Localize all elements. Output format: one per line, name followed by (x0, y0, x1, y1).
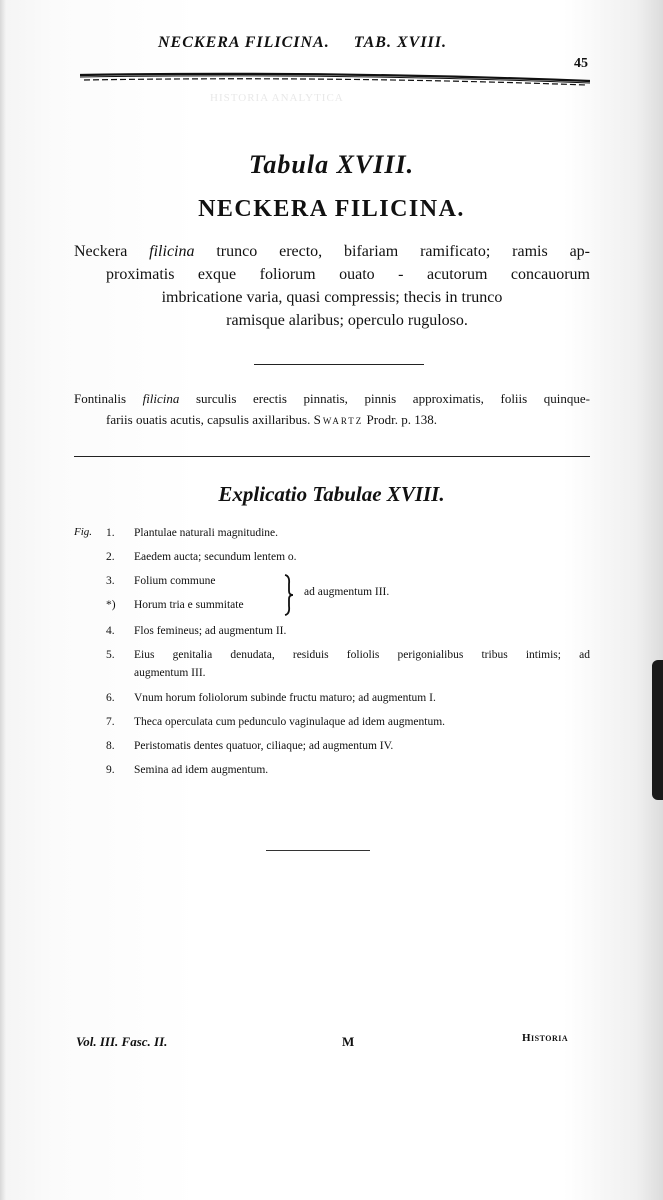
item-number: 3. (106, 575, 115, 587)
synonym-reference: Prodr. p. 138. (363, 412, 437, 427)
item-text: Folium commune (134, 575, 216, 587)
item-text: Eaedem aucta; secundum lentem o. (134, 551, 297, 563)
item-number: 1. (106, 527, 115, 539)
section-divider-long (74, 456, 590, 457)
footer-catchword: Historia (522, 1032, 569, 1044)
section-divider (254, 364, 424, 365)
item-text: Semina ad idem augmentum. (134, 764, 269, 776)
synonym-genus: Fontinalis (74, 391, 143, 406)
item-text-continued: augmentum III. (134, 667, 206, 679)
page-edge-shadow (652, 660, 663, 800)
item-text: Theca operculata cum pedunculo vaginulaque ad idem augmentum. (134, 716, 446, 728)
explication-item (106, 713, 445, 731)
explication-item (106, 646, 590, 682)
running-tab: TAB. XVIII. (353, 34, 447, 51)
item-number: 5. (106, 649, 115, 661)
footer-volume: Vol. III. Fasc. II. (76, 1034, 168, 1049)
item-text: Flos femineus; ad augmentum II. (134, 625, 287, 637)
item-number: 6. (106, 692, 115, 704)
explication-title: Explicatio Tabulae XVIII. (218, 482, 445, 506)
synonym-line-1 (74, 388, 590, 409)
explication-item (106, 761, 268, 779)
synonym-citation (74, 388, 590, 430)
item-text: Plantulae naturali magnitudine. (134, 527, 279, 539)
diagnosis-line-1 (74, 240, 590, 263)
explication-item (106, 737, 393, 755)
diagnosis (74, 240, 590, 332)
item-text: Horum tria e summitate (134, 599, 244, 611)
item-text: Vnum horum foliolorum subinde fructu maturo; ad augmentum I. (134, 692, 436, 704)
end-rule (266, 850, 370, 851)
diagnosis-line-1-rest: trunco erecto, bifariam ramificato; ramis ap- (194, 243, 590, 260)
explication-item (106, 548, 297, 566)
diagnosis-line-3: imbricatione varia, quasi compressis; thecis in trunco (161, 289, 503, 306)
item-number: *) (106, 599, 116, 611)
item-text: Peristomatis dentes quatuor, ciliaque; ad augmentum IV. (134, 740, 394, 752)
synonym-line-2 (74, 409, 590, 430)
fig-label: Fig. (74, 526, 93, 538)
species-title: NECKERA FILICINA. (198, 196, 465, 222)
item-number: 4. (106, 625, 115, 637)
page-number: 45 (574, 56, 588, 71)
item-text: Eius genitalia denudata, residuis foliolis perigonialibus tribus intimis; ad (134, 649, 590, 661)
running-title: NECKERA FILICINA. (158, 34, 330, 51)
diagnosis-line-4: ramisque alaribus; operculo ruguloso. (226, 312, 468, 329)
explication-item (106, 622, 286, 640)
brace-annotation: ad augmentum III. (304, 586, 390, 598)
diagnosis-genus: Neckera (74, 243, 150, 260)
brace-glyph (282, 574, 294, 616)
show-through-text: HISTORIA ANALYTICA (210, 92, 344, 104)
explication-item (106, 572, 215, 590)
item-number: 8. (106, 740, 115, 752)
item-text-block (134, 646, 590, 682)
footer-signature: M (342, 1034, 355, 1049)
page-left-shadow (0, 0, 6, 1200)
explication-item (106, 524, 278, 542)
item-number: 9. (106, 764, 115, 776)
explication-item (106, 596, 244, 614)
diagnosis-line-2: proximatis exque foliorum ouato - acutorum concauorum (106, 266, 590, 283)
diagnosis-epithet: filicina (149, 243, 195, 260)
header-ornamental-rule (80, 72, 590, 86)
plate-title: Tabula XVIII. (248, 150, 415, 179)
synonym-author: Swartz (313, 412, 364, 427)
synonym-epithet: filicina (142, 391, 180, 406)
explication-item (106, 689, 436, 707)
running-head (158, 34, 447, 52)
item-number: 7. (106, 716, 115, 728)
synonym-line-2-text: fariis ouatis acutis, capsulis axillaribus. (106, 412, 314, 427)
item-number: 2. (106, 551, 115, 563)
synonym-line-1-rest: surculis erectis pinnatis, pinnis approximatis, foliis quinque- (179, 391, 590, 406)
